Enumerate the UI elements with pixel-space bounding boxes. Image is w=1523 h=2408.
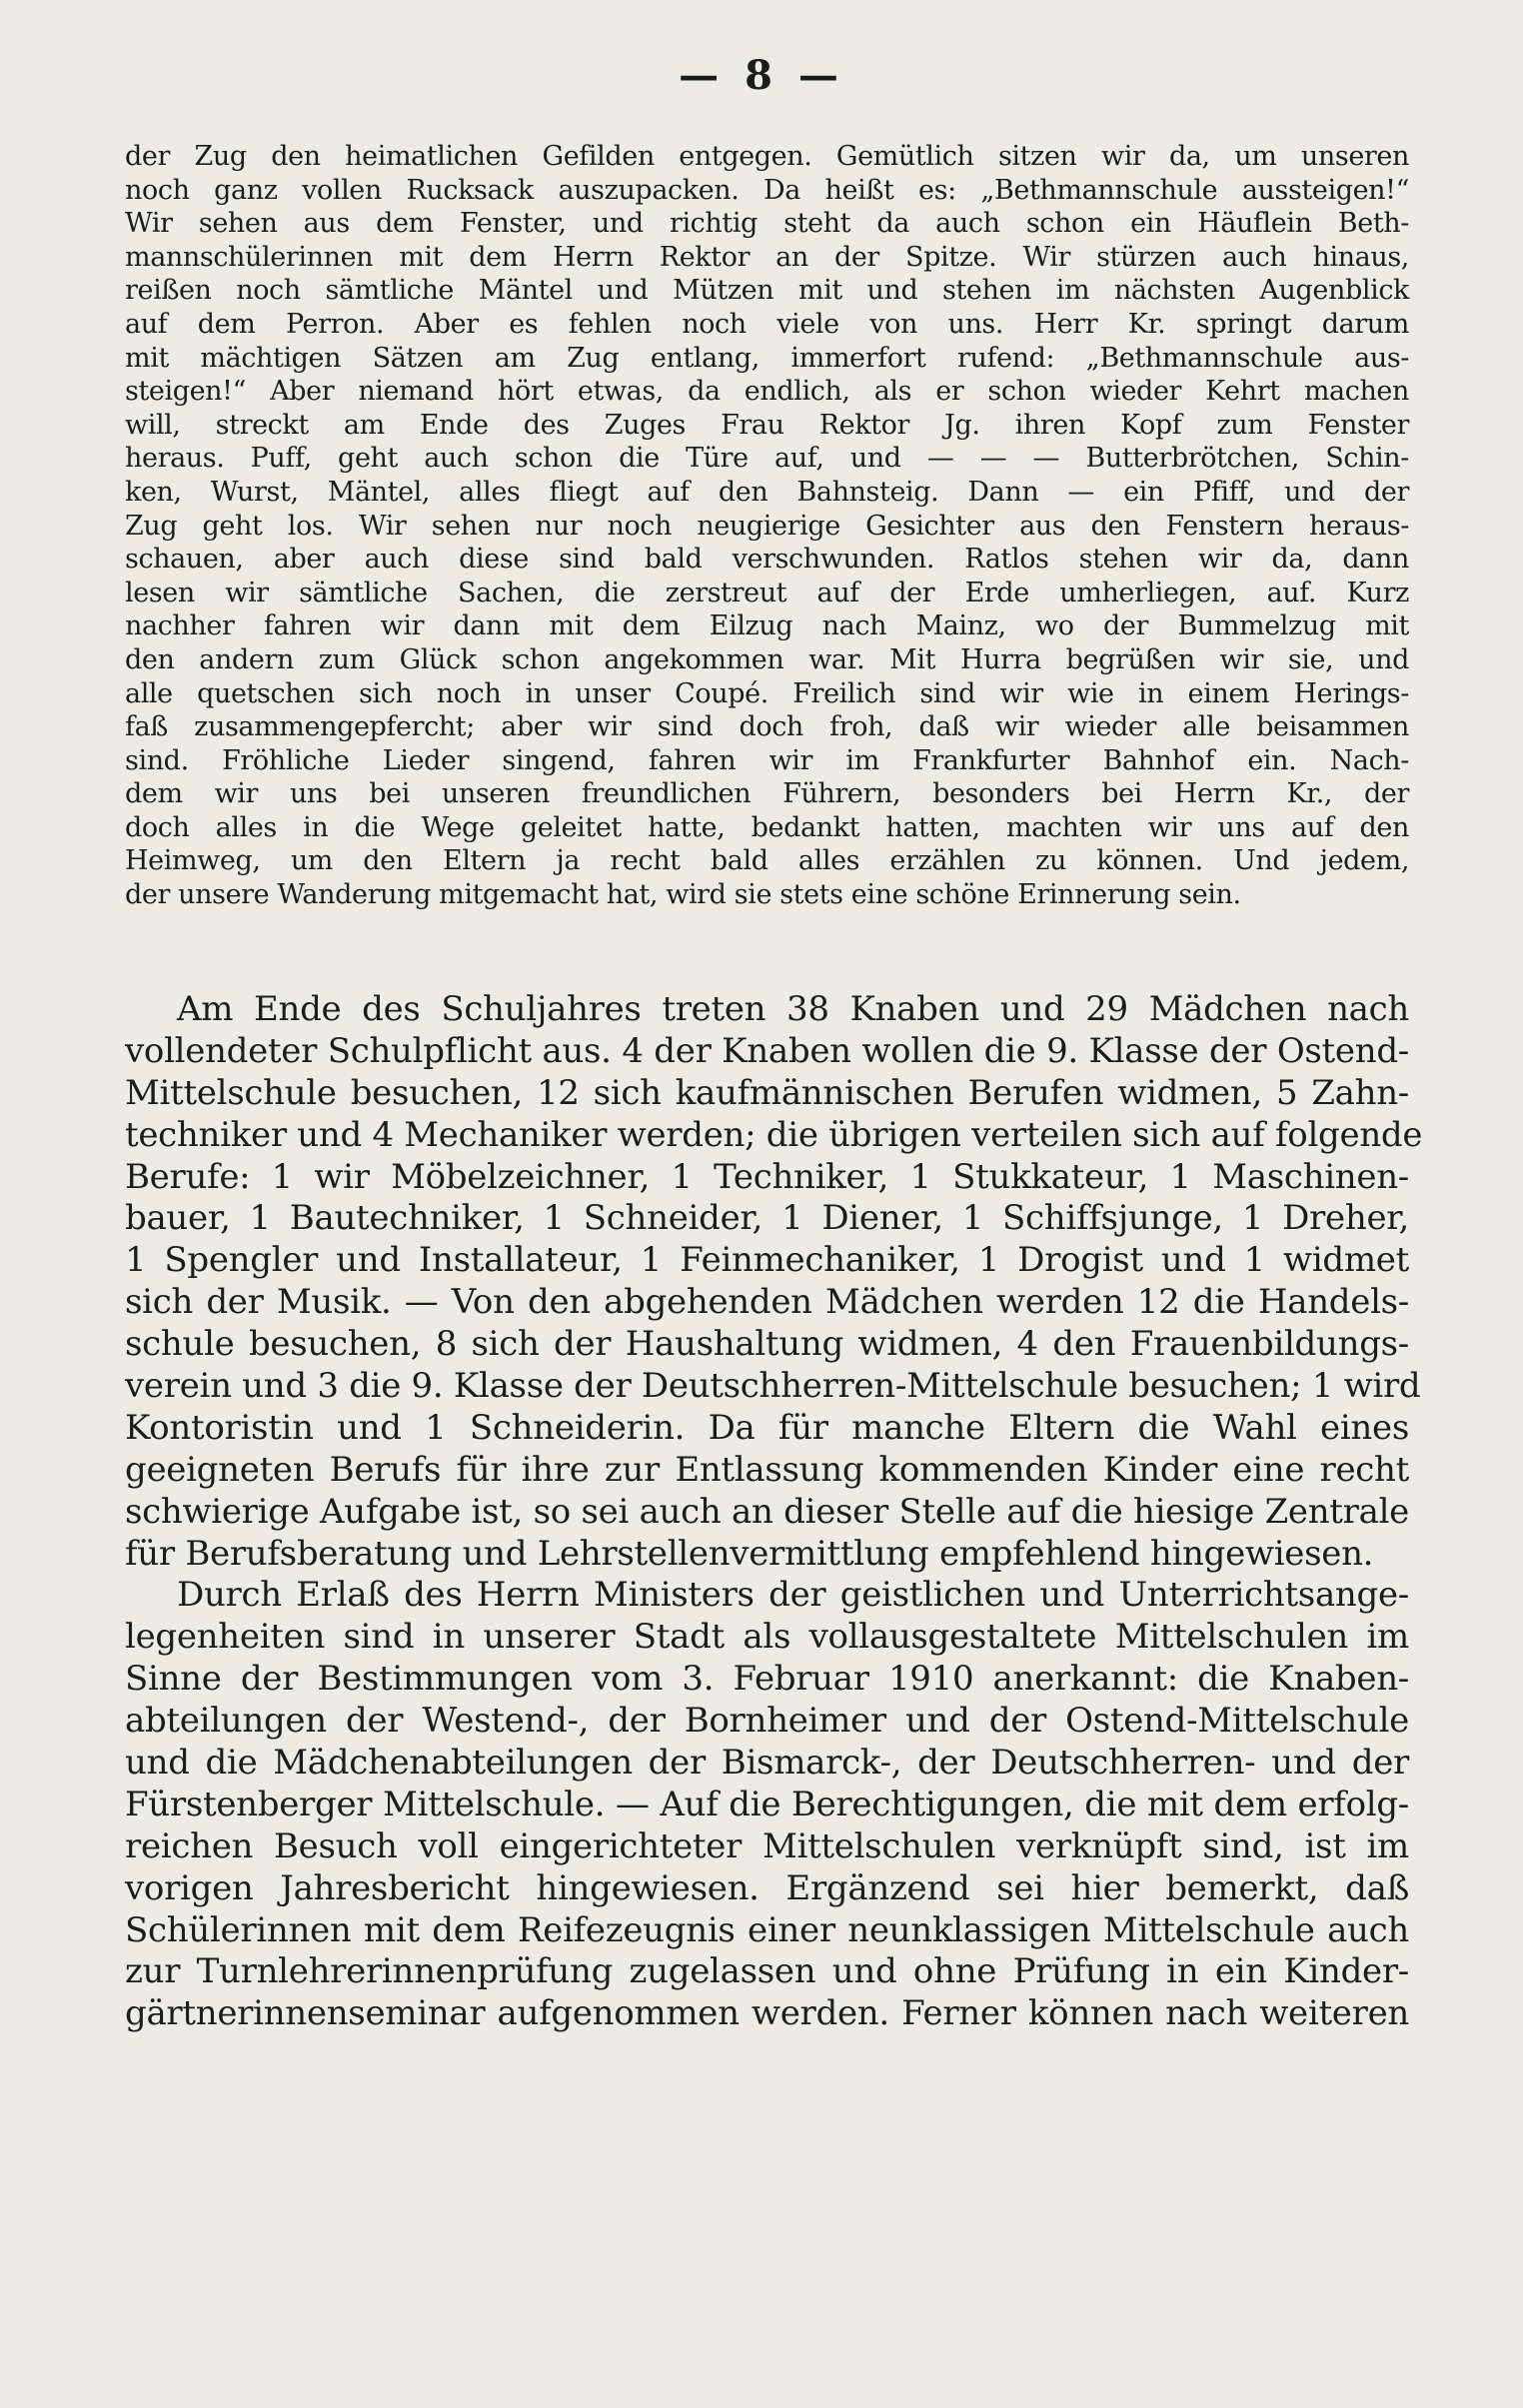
text-line: zur Turnlehrerinnenprüfung zugelassen und ohne Prüfung in ein Kinder- [125,1951,1409,1992]
text-line: gärtnerinnenseminar aufgenommen werden. Ferner können nach weiteren [125,1993,1409,2034]
text-line: ken, Wurst, Mäntel, alles fliegt auf den Bahnsteig. Dann — ein Pfiff, und der [125,476,1409,508]
text-line: geeigneten Berufs für ihre zur Entlassung kommenden Kinder eine recht [125,1449,1409,1490]
text-line: noch ganz vollen Rucksack auszupacken. Da heißt es: „Bethmannschule aussteigen!“ [125,174,1409,206]
text-line: Heimweg, um den Eltern ja recht bald alles erzählen zu können. Und jedem, [125,845,1409,877]
text-line: techniker und 4 Mechaniker werden; die übrigen verteilen sich auf folgende [125,1114,1423,1155]
text-line: Mittelschule besuchen, 12 sich kaufmännischen Berufen widmen, 5 Zahn- [125,1072,1409,1113]
text-line: schwierige Aufgabe ist, so sei auch an dieser Stelle auf die hiesige Zentrale [125,1491,1409,1532]
text-line: und die Mädchenabteilungen der Bismarck-, der Deutschherren- und der [125,1743,1409,1784]
text-line: legenheiten sind in unserer Stadt als vollausgestaltete Mittelschulen im [125,1617,1409,1658]
text-line: Fürstenberger Mittelschule. — Auf die Berechtigungen, die mit dem erfolg- [125,1784,1409,1824]
text-line: lesen wir sämtliche Sachen, die zerstreut auf der Erde umherliegen, auf. Kurz [125,577,1409,608]
text-line: Wir sehen aus dem Fenster, und richtig steht da auch schon ein Häuflein Beth- [125,208,1409,240]
text-line: vorigen Jahresbericht hingewiesen. Ergänzend sei hier bemerkt, daß [125,1867,1409,1908]
text-line: heraus. Puff, geht auch schon die Türe auf, und — — — Butterbrötchen, Schin- [125,443,1409,475]
text-line: schule besuchen, 8 sich der Haushaltung widmen, 4 den Frauenbildungs- [125,1324,1409,1365]
text-line: schauen, aber auch diese sind bald verschwunden. Ratlos stehen wir da, dann [125,544,1409,576]
text-line: vollendeter Schulpflicht aus. 4 der Knaben wollen die 9. Klasse der Ostend- [125,1030,1409,1071]
text-line: 1 Spengler und Installateur, 1 Feinmechaniker, 1 Drogist und 1 widmet [125,1240,1409,1281]
text-line: mit mächtigen Sätzen am Zug entlang, immerfort rufend: „Bethmannschule aus- [125,342,1409,374]
text-line: doch alles in die Wege geleitet hatte, bedankt hatten, machten wir uns auf den [125,811,1409,843]
text-line: für Berufsberatung und Lehrstellenvermittlung empfehlend hingewiesen. [125,1533,1374,1574]
text-line: sich der Musik. — Von den abgehenden Mädchen werden 12 die Handels- [125,1282,1409,1323]
text-line: den andern zum Glück schon angekommen war. Mit Hurra begrüßen wir sie, und [125,643,1409,675]
text-line: der Zug den heimatlichen Gefilden entgegen. Gemütlich sitzen wir da, um unseren [125,141,1409,172]
text-line: dem wir uns bei unseren freundlichen Führern, besonders bei Herrn Kr., der [125,778,1409,810]
text-line: faß zusammengepfercht; aber wir sind doch froh, daß wir wieder alle beisammen [125,711,1409,743]
text-line: Kontoristin und 1 Schneiderin. Da für manche Eltern die Wahl eines [125,1407,1409,1448]
text-line: reißen noch sämtliche Mäntel und Mützen mit und stehen im nächsten Augenblick [125,275,1409,307]
text-line: mannschülerinnen mit dem Herrn Rektor an der Spitze. Wir stürzen auch hinaus, [125,241,1409,273]
text-line: Sinne der Bestimmungen vom 3. Februar 1910 anerkannt: die Knaben- [125,1659,1409,1700]
text-line: alle quetschen sich noch in unser Coupé. Freilich sind wir wie in einem Herings- [125,677,1409,709]
text-line: Durch Erlaß des Herrn Ministers der geistlichen und Unterrichtsange- [177,1575,1409,1616]
text-line: Berufe: 1 wir Möbelzeichner, 1 Techniker, 1 Stukkateur, 1 Maschinen- [125,1156,1409,1197]
text-line: Schülerinnen mit dem Reifezeugnis einer neunklassigen Mittelschule auch [125,1909,1409,1950]
text-line: will, streckt am Ende des Zuges Frau Rektor Jg. ihren Kopf zum Fenster [125,409,1409,441]
text-line: verein und 3 die 9. Klasse der Deutschherren-Mittelschule besuchen; 1 wird [125,1366,1421,1407]
text-line: der unsere Wanderung mitgemacht hat, wird sie stets eine schöne Erinnerung sein. [125,879,1241,911]
text-line: sind. Fröhliche Lieder singend, fahren wir im Frankfurter Bahnhof ein. Nach- [125,744,1409,776]
text-line: auf dem Perron. Aber es fehlen noch viele von uns. Herr Kr. springt darum [125,308,1409,340]
school-leavers-section [125,989,1423,2035]
text-line: bauer, 1 Bautechniker, 1 Schneider, 1 Diener, 1 Schiffsjunge, 1 Dreher, [125,1198,1409,1239]
text-line: Zug geht los. Wir sehen nur noch neugierige Gesichter aus den Fenstern heraus- [125,510,1409,542]
page-number: — 8 — [679,52,844,99]
text-line: nachher fahren wir dann mit dem Eilzug nach Mainz, wo der Bummelzug mit [125,610,1409,642]
text-line: Am Ende des Schuljahres treten 38 Knaben und 29 Mädchen nach [177,989,1409,1029]
excursion-report-paragraph [125,140,1409,912]
text-line: steigen!“ Aber niemand hört etwas, da endlich, als er schon wieder Kehrt machen [125,376,1409,408]
text-line: abteilungen der Westend-, der Bornheimer und der Ostend-Mittelschule [125,1701,1409,1742]
text-line: reichen Besuch voll eingerichteter Mittelschulen verknüpft sind, ist im [125,1825,1409,1866]
